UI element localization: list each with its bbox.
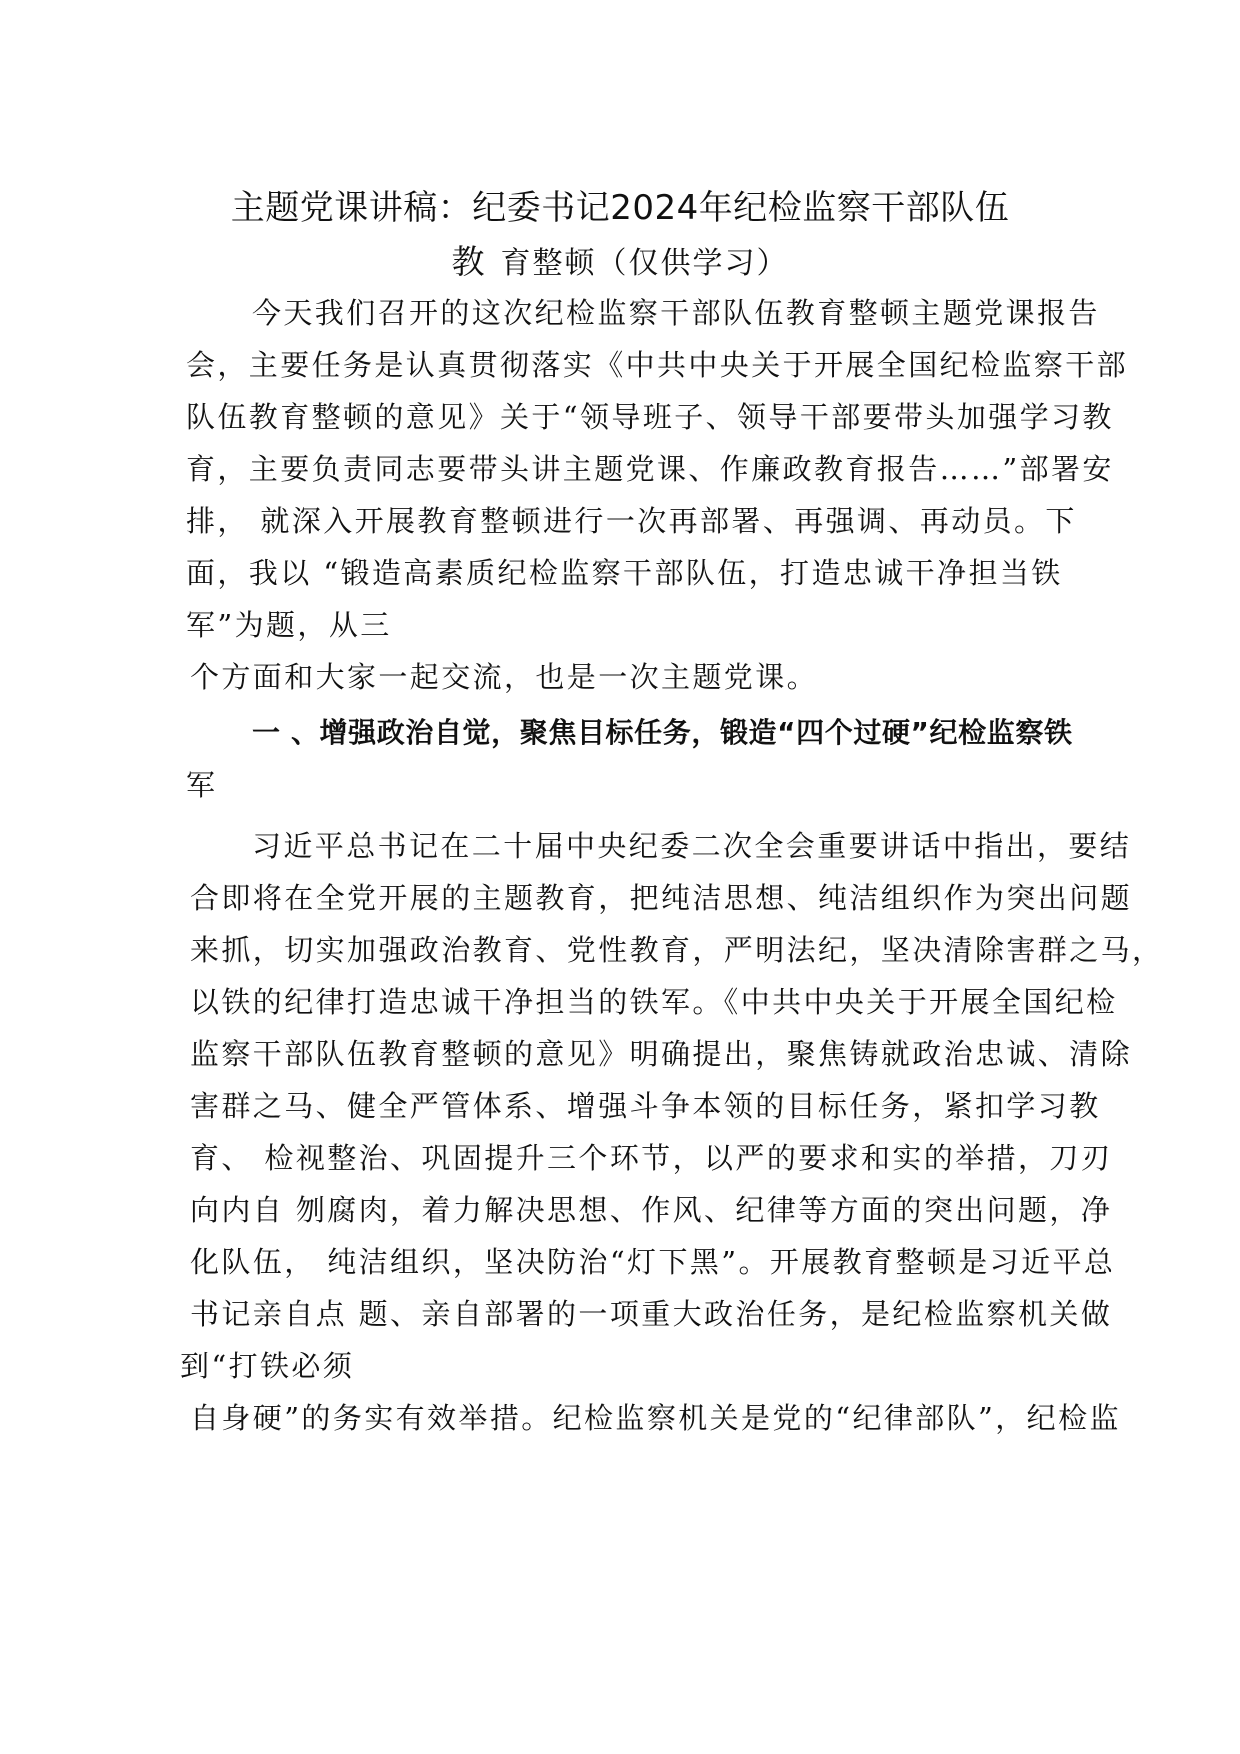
section-1-heading-line-1: 一 、增强政治自觉，聚焦目标任务，锻造“四个过硬”纪检监察铁 xyxy=(252,716,1073,749)
intro-line-8: 个方面和大家一起交流，也是一次主题党课。 xyxy=(190,660,819,694)
section-1-heading-line-2: 军 xyxy=(186,768,218,802)
intro-line-1: 今天我们召开的这次纪检监察干部队伍教育整顿主题党课报告 xyxy=(252,296,1100,330)
section-1-line-11: 到“打铁必须 xyxy=(180,1349,355,1383)
intro-line-3: 队伍教育整顿的意见》关于“领导班子、领导干部要带头加强学习教 xyxy=(186,400,1114,434)
document-title-line-1: 主题党课讲稿：纪委书记2024年纪检监察干部队伍 xyxy=(230,188,1010,228)
section-1-line-1: 习近平总书记在二十届中央纪委二次全会重要讲话中指出，要结 xyxy=(252,829,1132,863)
document-title-line-2 xyxy=(0,236,1240,283)
intro-line-4: 育，主要负责同志要带头讲主题党课、作廉政教育报告……”部署安 xyxy=(186,452,1114,486)
section-1-line-12: 自身硬”的务实有效举措。纪检监察机关是党的“纪律部队”，纪检监 xyxy=(190,1401,1121,1435)
intro-line-5: 排， 就深入开展教育整顿进行一次再部署、再强调、再动员。下 xyxy=(186,504,1077,538)
section-1-line-6: 害群之马、健全严管体系、增强斗争本领的目标任务，紧扣学习教 xyxy=(190,1089,1101,1123)
section-1-line-3: 来抓，切实加强政治教育、党性教育，严明法纪，坚决清除害群之马， xyxy=(190,933,1164,967)
section-1-line-5: 监察干部队伍教育整顿的意见》明确提出，聚焦铸就政治忠诚、清除 xyxy=(190,1037,1133,1071)
title-line-2-rest: 育整顿（仅供学习） xyxy=(500,246,789,281)
section-1-line-2: 合即将在全党开展的主题教育，把纯洁思想、纯洁组织作为突出问题 xyxy=(190,881,1133,915)
section-1-line-10: 书记亲自点 题、亲自部署的一项重大政治任务，是纪检监察机关做 xyxy=(190,1297,1113,1331)
section-1-line-8: 向内自 刎腐肉，着力解决思想、作风、纪律等方面的突出问题，净 xyxy=(190,1193,1113,1227)
intro-line-6: 面，我以 “锻造高素质纪检监察干部队伍，打造忠诚干净担当铁 xyxy=(186,556,1063,590)
section-1-line-4: 以铁的纪律打造忠诚干净担当的铁军。《中共中央关于开展全国纪检 xyxy=(190,985,1118,1019)
section-1-line-7: 育、 检视整治、巩固提升三个环节，以严的要求和实的举措，刀刃 xyxy=(190,1141,1113,1175)
intro-line-7: 军”为题，从三 xyxy=(186,608,392,642)
intro-line-2: 会，主要任务是认真贯彻落实《中共中央关于开展全国纪检监察干部 xyxy=(186,348,1129,382)
section-1-line-9: 化队伍， 纯洁组织，坚决防治“灯下黑”。开展教育整顿是习近平总 xyxy=(190,1245,1116,1279)
title-line-2-first-char: 教 xyxy=(451,242,487,281)
